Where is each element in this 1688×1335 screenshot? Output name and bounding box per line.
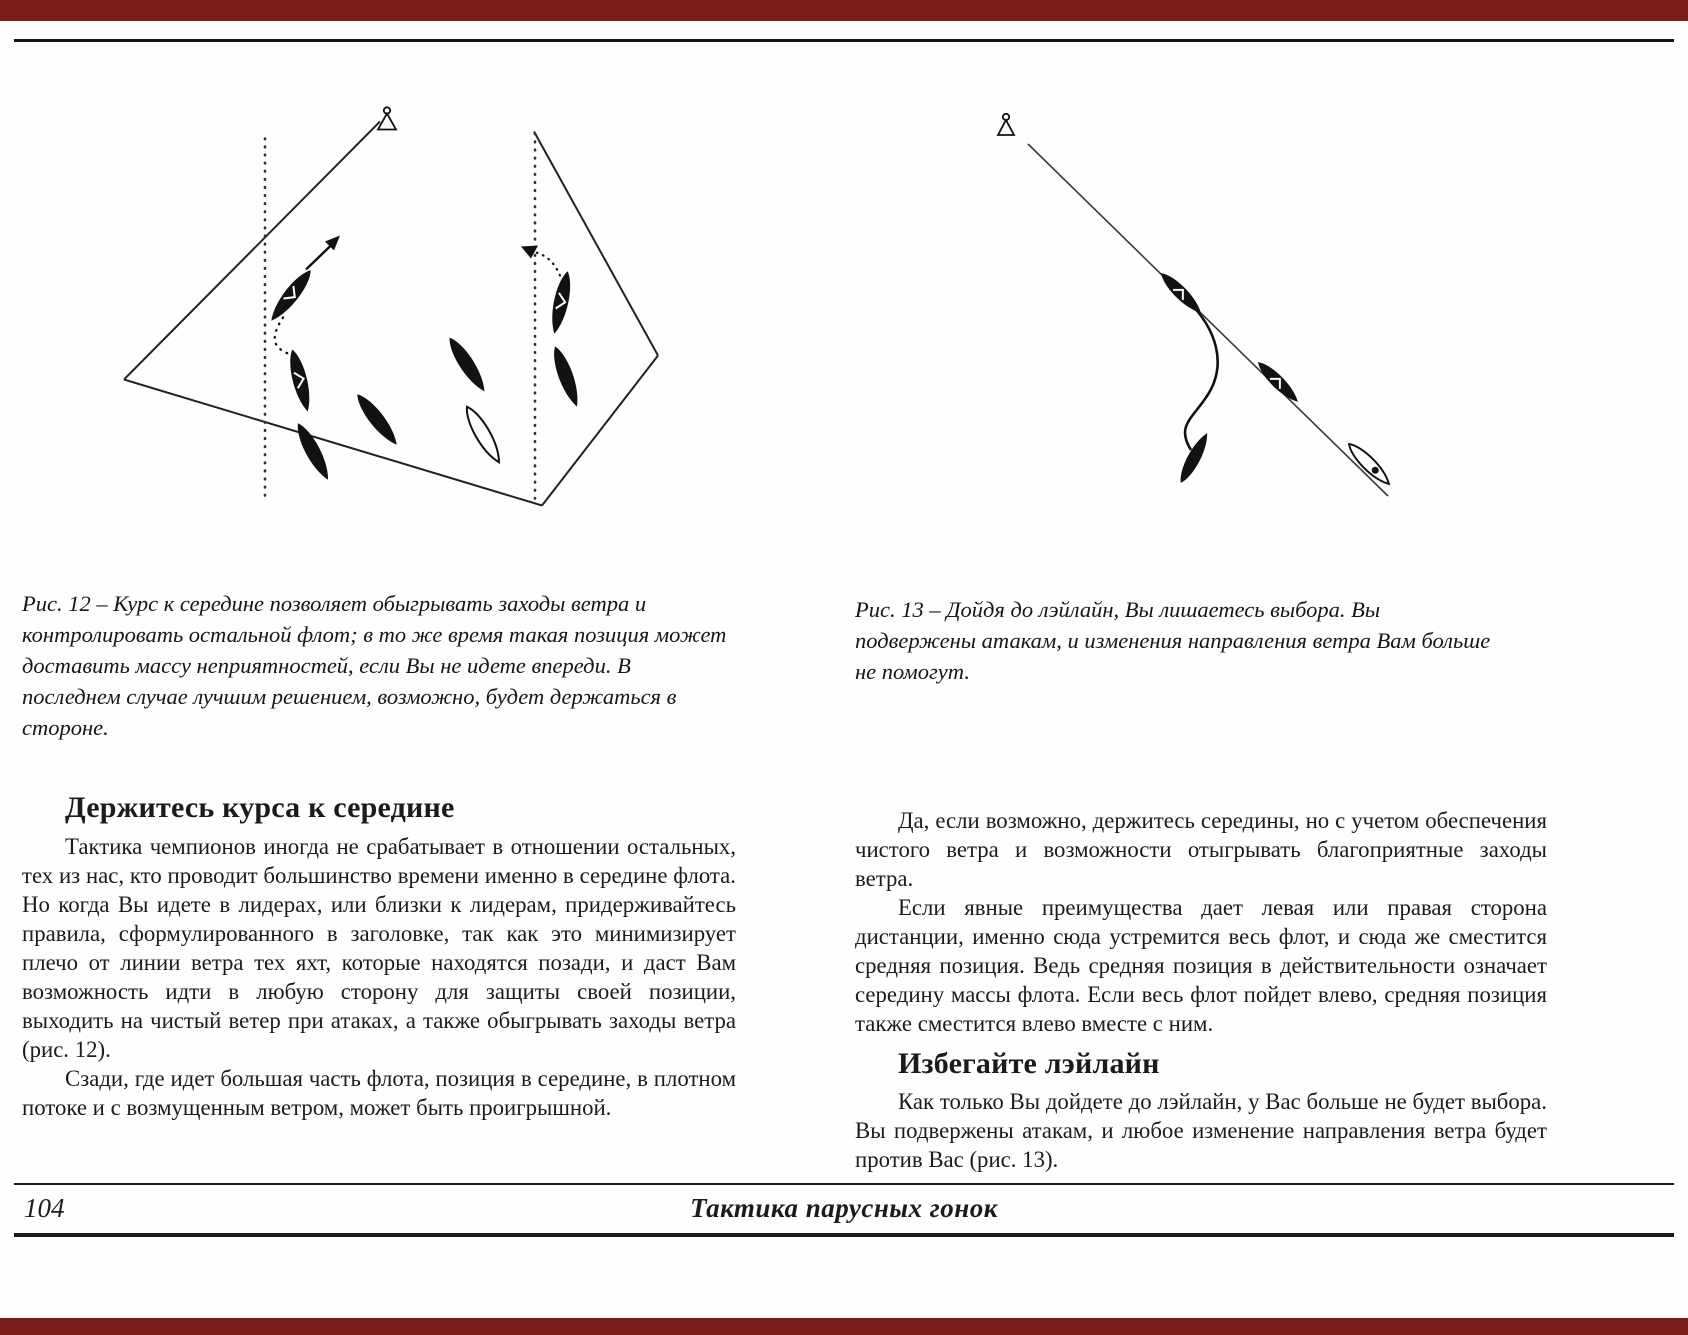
tack-curve bbox=[1185, 300, 1218, 450]
course-boundary-lines bbox=[124, 122, 658, 506]
paragraph: Если явные преимущества дает левая или правая сторона дистанции, именно сюда устремится весь флот, и сюда же сместится средняя позиция. Ведь средняя позиция в действительности означает середину массы флота. Если весь флот пойдет влево, средняя позиция также сместится влево вместе с ним. bbox=[855, 895, 1547, 1036]
top-rule bbox=[14, 39, 1674, 42]
paragraph: Как только Вы дойдете до лэйлайн, у Вас больше не будет выбора. Вы подвержены атакам, и любое изменение направления ветра будет против Вас (рис. 13). bbox=[855, 1089, 1547, 1172]
figure-12 bbox=[110, 101, 725, 556]
paragraph: Сзади, где идет большая часть флота, позиция в середине, в плотном потоке и с возмущенным ветром, может быть проигрышной. bbox=[22, 1066, 736, 1120]
boat-outlined bbox=[461, 403, 505, 466]
heading-arrow bbox=[306, 236, 340, 270]
page-number: 104 bbox=[24, 1193, 65, 1223]
boat bbox=[1254, 358, 1303, 407]
layline bbox=[1028, 144, 1388, 496]
boat bbox=[352, 390, 403, 449]
top-accent-bar bbox=[0, 0, 1688, 21]
figure-13-caption: Рис. 13 – Дойдя до лэйлайн, Вы лишаетесь выбора. Вы подвержены атакам, и изменения направления ветра Вам больше не помогут. bbox=[855, 597, 1491, 684]
figure-13 bbox=[980, 104, 1550, 524]
boat-outlined bbox=[1345, 440, 1394, 489]
heading-arrow-dotted bbox=[521, 246, 560, 276]
boat bbox=[266, 266, 317, 325]
boat bbox=[548, 344, 583, 409]
windward-mark-icon bbox=[998, 114, 1014, 135]
boat bbox=[1157, 269, 1206, 318]
figure-12-caption: Рис. 12 – Курс к середине позволяет обыгрывать заходы ветра и контролировать остальной флот; в то же время такая позиция может доставить массу неприятностей, если Вы не идете впереди. В последнем случае лучшим решением, возможно, будет держаться в стороне. bbox=[22, 591, 727, 740]
figure-12-diagram bbox=[110, 101, 725, 556]
boat bbox=[292, 420, 335, 483]
bottom-accent-bar bbox=[0, 1318, 1688, 1335]
heading-hold-course-to-middle: Держитесь курса к середине bbox=[65, 791, 455, 824]
footer-rule-thick bbox=[14, 1233, 1674, 1237]
page-footer bbox=[0, 1191, 1688, 1229]
paragraph: Да, если возможно, держитесь середины, но с учетом обеспечения чистого ветра и возможности отыгрывать благоприятные заходы ветра. bbox=[855, 808, 1547, 891]
left-text-column bbox=[22, 791, 736, 1122]
figure-13-diagram bbox=[980, 104, 1550, 524]
paragraph: Тактика чемпионов иногда не срабатывает в отношении остальных, тех из нас, кто проводит большинство времени именно в середине флота. Но когда Вы идете в лидерах, или близки к лидерам, придерживайтесь правила, сформулированного в заголовке, так как это минимизирует плечо от линии ветра тех яхт, которые находятся позади, и даст Вам возможность идти в любую сторону для защиты своей позиции, выходить на чистый ветер при атаках, а также обыгрывать заходы ветра (рис. 12). bbox=[22, 834, 736, 1062]
heading-avoid-laylines: Избегайте лэйлайн bbox=[898, 1047, 1160, 1080]
boat bbox=[285, 348, 314, 414]
right-text-column bbox=[855, 806, 1547, 1174]
windward-mark-icon bbox=[378, 107, 396, 129]
layline-boats bbox=[1157, 269, 1394, 489]
footer-rule-thin bbox=[14, 1183, 1674, 1185]
running-title: Тактика парусных гонок bbox=[690, 1193, 998, 1223]
tack-path-dotted bbox=[275, 318, 288, 354]
boat bbox=[444, 334, 491, 395]
boat bbox=[1175, 430, 1213, 486]
boat bbox=[547, 270, 574, 336]
